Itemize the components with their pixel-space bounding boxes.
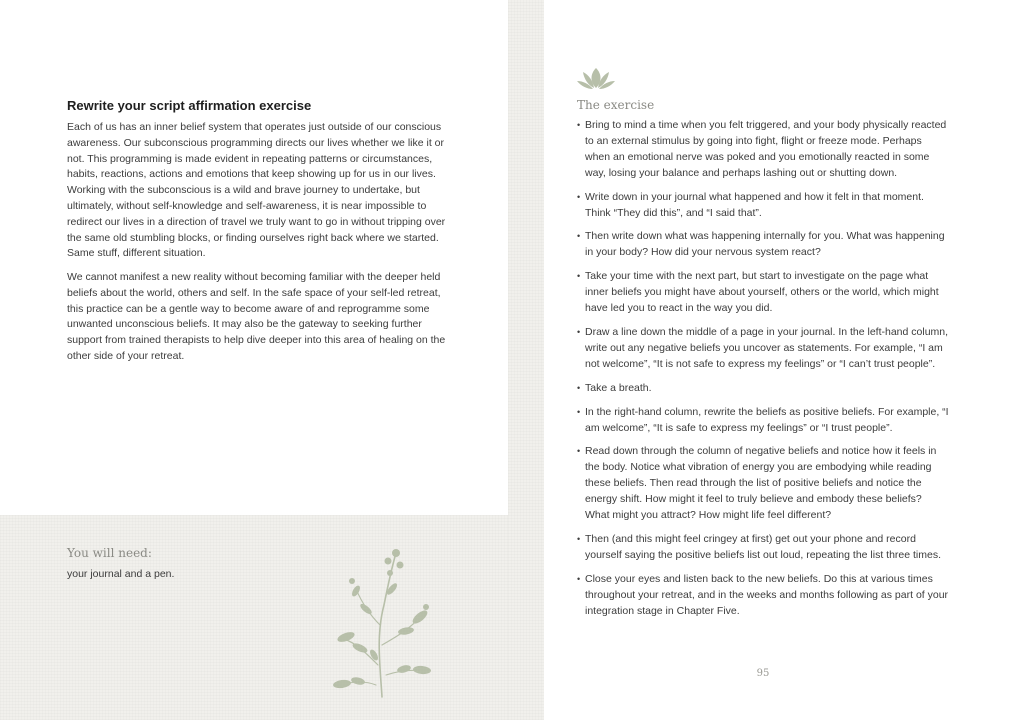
- wildflower-sprig-icon: [326, 545, 438, 700]
- intro-paragraph: Each of us has an inner belief system that operates just outside of our conscious awareness. Our subconscious programming directs our lives whether we like it or not. This programming is made evident in repeating patterns or circumstances, habits, reactions, actions and emotions that keep showing up for us in our lives. Working with the subconscious is a wild and brave journey to undertake, but ultimately, without self-knowledge and self-awareness, it is near impossible to redirect our lives in a direction of travel we truly want to go in without tripping over the same old stumbling blocks, or finding ourselves right back where we started. Same stuff, different situation.: [67, 121, 446, 260]
- exercise-step: • Read down through the column of negative beliefs and notice how it feels in the body. Notice what vibration of energy you are embodying while reading these beliefs. Then read through the list of positive beliefs and notice the energy shift. How might it feel to truly believe and embody these beliefs? What might you attract? How might life feel different?: [577, 444, 949, 524]
- you-will-need-title: You will need:: [67, 546, 152, 560]
- intro-paragraph: We cannot manifest a new reality without becoming familiar with the deeper held beliefs about the world, others and self. In the safe space of your self-led retreat, this practice can be a gentle way to become aware of and reprogramme some unwanted unconscious beliefs. It may also be the gateway to seeking further support from trained therapists to help dive deeper into this area of healing on the other side of your retreat.: [67, 271, 446, 362]
- you-will-need-text: your journal and a pen.: [67, 568, 175, 580]
- exercise-step: • Close your eyes and listen back to the new beliefs. Do this at various times throughout your retreat, and in the weeks and months following as part of your integration stage in Chapter Five.: [577, 572, 949, 620]
- page-gutter: [508, 0, 544, 720]
- exercise-step: • Take a breath.: [577, 381, 949, 397]
- lotus-leaves-icon: [575, 66, 617, 90]
- page-number: 95: [756, 668, 770, 679]
- exercise-section-title: The exercise: [577, 98, 655, 112]
- exercise-step: • Then (and this might feel cringey at first) get out your phone and record yourself saying the positive beliefs list out loud, repeating the list three times.: [577, 532, 949, 564]
- exercise-heading: Rewrite your script affirmation exercise: [67, 98, 312, 113]
- exercise-step: • In the right-hand column, rewrite the beliefs as positive beliefs. For example, “I am welcome”, “It is safe to express my feelings” or “I trust people”.: [577, 405, 949, 437]
- exercise-steps-list: [577, 118, 949, 627]
- exercise-step: • Draw a line down the middle of a page in your journal. In the left-hand column, write out any negative beliefs you uncover as statements. For example, “I am not welcome”, “It is not safe to express my feelings” or “I can’t trust people”.: [577, 325, 949, 373]
- exercise-step: • Then write down what was happening internally for you. What was happening in your body? How did your nervous system react?: [577, 229, 949, 261]
- exercise-step: • Take your time with the next part, but start to investigate on the page what inner beliefs you might have about yourself, others or the world, which might have led you to react in the way you did.: [577, 269, 949, 317]
- exercise-step: • Write down in your journal what happened and how it felt in that moment. Think “They did this”, and “I said that”.: [577, 190, 949, 222]
- exercise-step: • Bring to mind a time when you felt triggered, and your body physically reacted to an external stimulus by going into fight, flight or freeze mode. Perhaps when an emotional nerve was poked and you emotionally reacted in some way, losing your balance and perhaps lashing out or shutting down.: [577, 118, 949, 182]
